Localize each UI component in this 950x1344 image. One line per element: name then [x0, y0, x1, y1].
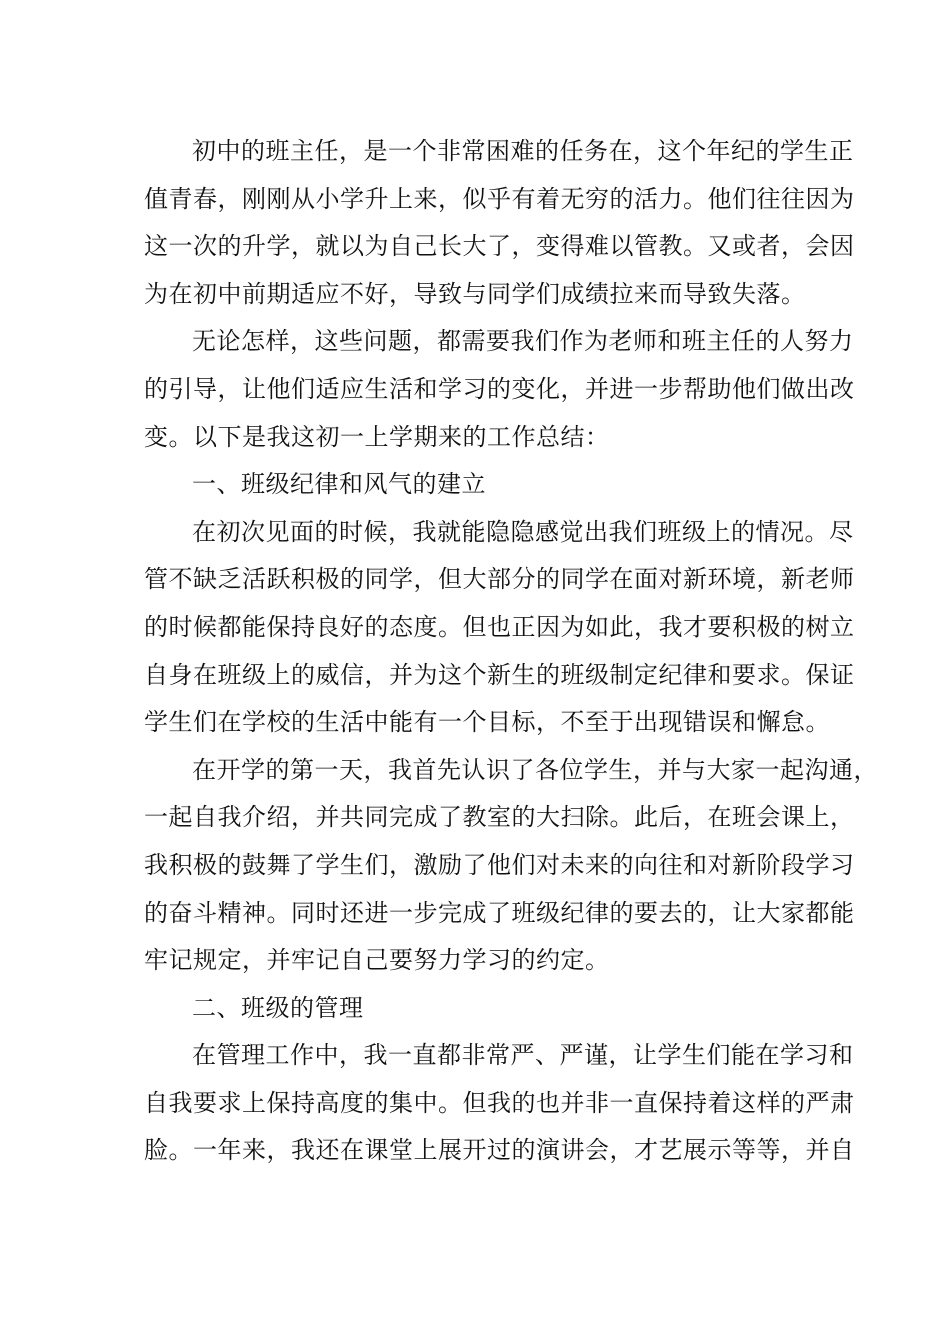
- text-line: 的时候都能保持良好的态度。但也正因为如此，我才要积极的树立: [144, 612, 855, 641]
- text-line: 的奋斗精神。同时还进一步完成了班级纪律的要去的，让大家都能: [144, 898, 855, 927]
- section-heading-text: 一、班级纪律和风气的建立: [192, 470, 486, 499]
- text-line: 我积极的鼓舞了学生们，激励了他们对未来的向往和对新阶段学习: [144, 850, 855, 879]
- text-line: 值青春，刚刚从小学升上来，似乎有着无穷的活力。他们往往因为: [144, 184, 855, 213]
- text-line: 在管理工作中，我一直都非常严、严谨，让学生们能在学习和: [192, 1041, 854, 1070]
- text-line: 的引导，让他们适应生活和学习的变化，并进一步帮助他们做出改: [144, 374, 855, 403]
- section-heading-discipline: [144, 461, 814, 509]
- document-body: [144, 128, 878, 1175]
- text-line: 脸。一年来，我还在课堂上展开过的演讲会，才艺展示等等，并自: [144, 1136, 855, 1165]
- section-heading-text: 二、班级的管理: [192, 993, 364, 1022]
- section-heading-management: [144, 985, 814, 1033]
- text-line: 牢记规定，并牢记自己要努力学习的约定。: [144, 946, 610, 975]
- text-line: 这一次的升学，就以为自己长大了，变得难以管教。又或者，会因: [144, 232, 855, 261]
- paragraph-context: [144, 318, 855, 461]
- text-line: 一起自我介绍，并共同完成了教室的大扫除。此后，在班会课上，: [144, 803, 855, 832]
- text-line: 学生们在学校的生活中能有一个目标，不至于出现错误和懈怠。: [144, 708, 830, 737]
- paragraph-management: [144, 1032, 855, 1175]
- text-line: 在开学的第一天，我首先认识了各位学生，并与大家一起沟通，: [192, 755, 878, 784]
- text-line: 自我要求上保持高度的集中。但我的也并非一直保持着这样的严肃: [144, 1088, 855, 1117]
- text-line: 初中的班主任，是一个非常困难的任务在，这个年纪的学生正: [192, 137, 854, 165]
- text-line: 自身在班级上的威信，并为这个新生的班级制定纪律和要求。保证: [144, 660, 855, 689]
- text-line: 为在初中前期适应不好，导致与同学们成绩拉来而导致失落。: [144, 279, 806, 308]
- paragraph-first-day: [144, 747, 878, 985]
- paragraph-first-meeting: [144, 509, 855, 747]
- text-line: 在初次见面的时候，我就能隐隐感觉出我们班级上的情况。尽: [192, 517, 854, 546]
- text-line: 管不缺乏活跃积极的同学，但大部分的同学在面对新环境，新老师: [144, 565, 855, 594]
- text-line: 变。以下是我这初一上学期来的工作总结：: [144, 422, 610, 451]
- paragraph-intro: [144, 128, 855, 318]
- text-line: 无论怎样，这些问题，都需要我们作为老师和班主任的人努力: [192, 327, 854, 356]
